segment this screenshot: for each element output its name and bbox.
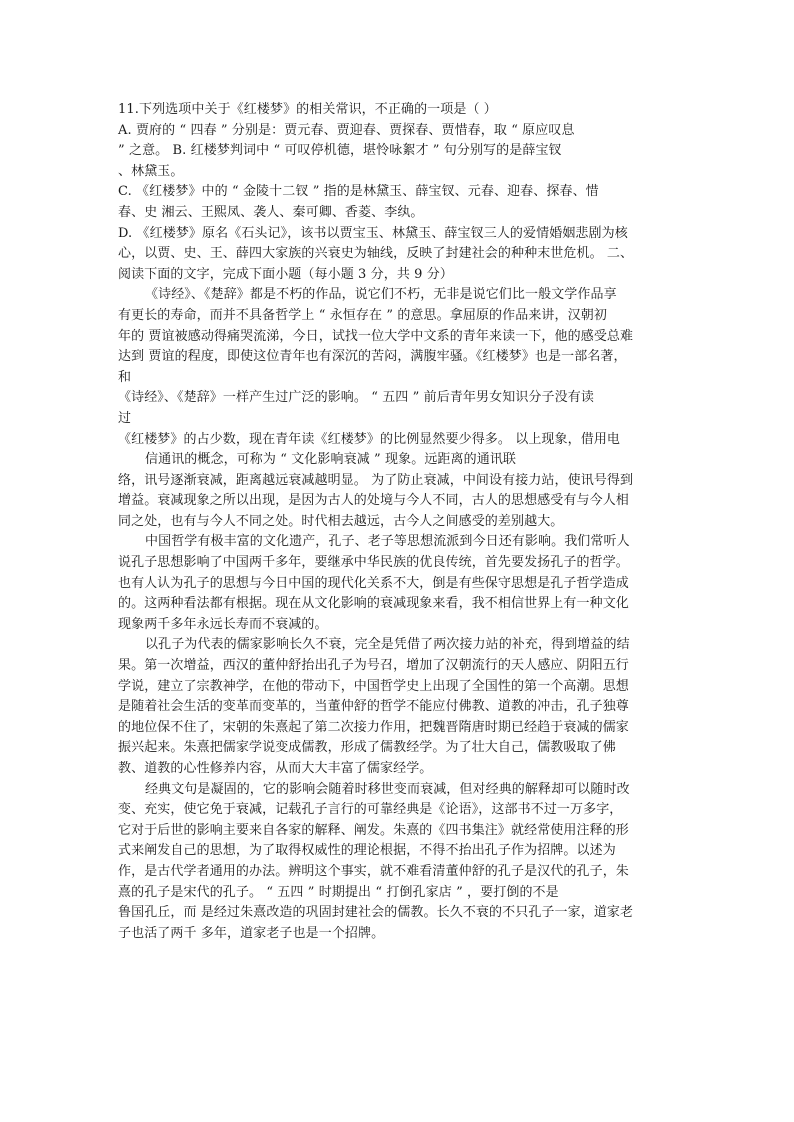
passage-line: 有更长的寿命，而并不具备哲学上 “ 永恒存在 ” 的意思。拿屈原的作品来讲，汉朝初 (118, 307, 607, 323)
passage-line: 过 (118, 410, 132, 426)
passage-line: 《红楼梦》的占少数，现在青年读《红楼梦》的比例显然要少得多。 以上现象，借用电 (118, 431, 621, 447)
reading-passage (118, 285, 684, 944)
passage-line: 达到 贾谊的程度，即使这位青年也有深沉的苦闷，满腹牢骚。《红楼梦》也是一部名著， (118, 349, 627, 365)
passage-line: 作，是古代学者通用的办法。辨明这个事实，就不难看清董仲舒的孔子是汉代的孔子，朱 (118, 863, 629, 879)
passage-line: 年的 贾谊被感动得痛哭流涕，今日，试找一位大学中文系的青年来读一下，他的感受总难 (118, 328, 634, 344)
passage-line: 经典文句是凝固的，它的影响会随着时移世变而衰减，但对经典的解释却可以随时改 (145, 781, 630, 797)
document-page (118, 100, 684, 944)
passage-line: 《诗经》、《楚辞》一样产生过广泛的影响。 “ 五四 ” 前后青年男女知识分子没有读 (118, 390, 594, 406)
passage-line: 是随着社会生活的变革而变革的，当董仲舒的哲学不能应付佛教、道教的冲击，孔子独尊 (118, 699, 629, 715)
passage-line: 现象两千多年永远长寿而不衰减的。 (118, 616, 328, 632)
passage-line: 变、充实，使它免于衰减，记载孔子言行的可靠经典是《论语》，这部书不过一万多字， (118, 802, 623, 818)
passage-line: 的地位保不住了，宋朝的朱熹起了第二次接力作用，把魏晋隋唐时期已经趋于衰减的儒家 (118, 719, 629, 735)
question-options (118, 121, 684, 286)
passage-line: 教、道教的心性修养内容，从而大大丰富了儒家经学。 (118, 761, 433, 776)
passage-line: 同之处，也有与今人不同之处。时代相去越远，古今人之间感受的差别越大。 (118, 513, 564, 529)
passage-line: 子也活了两千 多年，道家老子也是一个招牌。 (118, 925, 385, 941)
question-line: 、林黛玉。 (118, 163, 184, 179)
passage-line: 以孔子为代表的儒家影响长久不衰，完全是凭借了两次接力站的补充，得到增益的结 (145, 637, 630, 653)
passage-line: 说孔子思想影响了中国两千多年，要继承中华民族的优良传统，首先要发扬孔子的哲学。 (118, 555, 629, 571)
question-line: 春、史 湘云、王熙凤、袭人、秦可卿、香菱、李纨。 (118, 204, 424, 220)
question-line: A. 贾府的 “ 四春 ” 分别是：贾元春、贾迎春、贾探春、贾惜春，取 “ 原应叹息 (118, 122, 575, 138)
passage-line: 中国哲学有极丰富的文化遗产，孔子、老子等思想流派到今日还有影响。我们常听人 (145, 534, 630, 550)
question-stem: 11.下列选项中关于《红楼梦》的相关常识，不正确的一项是（ ） (118, 102, 497, 117)
passage-line: 《诗经》、《楚辞》都是不朽的作品，说它们不朽，无非是说它们比一般文学作品享 (145, 287, 617, 303)
question-line: 心，以贾、史、王、薛四大家族的兴衰史为轴线，反映了封建社会的种种末世危机。 二、 (118, 246, 634, 262)
passage-line: 络，讯号逐渐衰减，距离越远衰减越明显。 为了防止衰减，中间设有接力站，使讯号得到 (118, 472, 634, 488)
question-line: D. 《红楼梦》原名《石头记》，该书以贾宝玉、林黛玉、薛宝钗三人的爱情婚姻悲剧为核 (118, 225, 628, 241)
passage-line: 振兴起来。朱熹把儒家学说变成儒教，形成了儒教经学。为了壮大自己，儒教吸取了佛 (118, 740, 616, 756)
passage-line: 熹的孔子是宋代的孔子。 “ 五四 ” 时期提出 “ 打倒孔家店 ” ，要打倒的不是 (118, 884, 559, 900)
passage-line: 鲁国孔丘，而 是经过朱熹改造的巩固封建社会的儒教。长久不衰的不只孔子一家，道家老 (118, 905, 634, 921)
question-line: 阅读下面的文字，完成下面小题（每小题 3 分，共 9 分） (118, 266, 453, 282)
question-line: C. 《红楼梦》中的 “ 金陵十二钗 ” 指的是林黛玉、薛宝钗、元春、迎春、探春、惜 (118, 184, 599, 200)
passage-line: 也有人认为孔子的思想与今日中国的现代化关系不大，倒是有些保守思想是孔子哲学造成 (118, 575, 629, 591)
passage-line: 的。这两种看法都有根据。现在从文化影响的衰减现象来看，我不相信世界上有一种文化 (118, 596, 629, 612)
passage-line: 果。第一次增益，西汉的董仲舒抬出孔子为号召，增加了汉朝流行的天人感应、阴阳五行 (118, 658, 629, 674)
passage-line: 它对于后世的影响主要来自各家的解释、阐发。朱熹的《四书集注》就经常使用注释的形 (118, 822, 629, 838)
passage-line: 和 (118, 369, 132, 385)
passage-line: 信通讯的概念，可称为 “ 文化影响衰减 ” 现象。远距离的通讯联 (145, 452, 517, 468)
passage-line: 学说，建立了宗教神学，在他的带动下，中国哲学史上出现了全国性的第一个高潮。思想 (118, 678, 629, 694)
passage-line: 增益。衰减现象之所以出现，是因为古人的处境与今人不同，古人的思想感受有与今人相 (118, 493, 629, 509)
passage-line: 式来阐发自己的思想，为了取得权威性的理论根据，不得不抬出孔子作为招牌。以述为 (118, 843, 616, 859)
question-line: ” 之意。 B. 红楼梦判词中 “ 可叹停机德，堪怜咏絮才 ” 句分别写的是薛宝钗 (118, 143, 562, 159)
